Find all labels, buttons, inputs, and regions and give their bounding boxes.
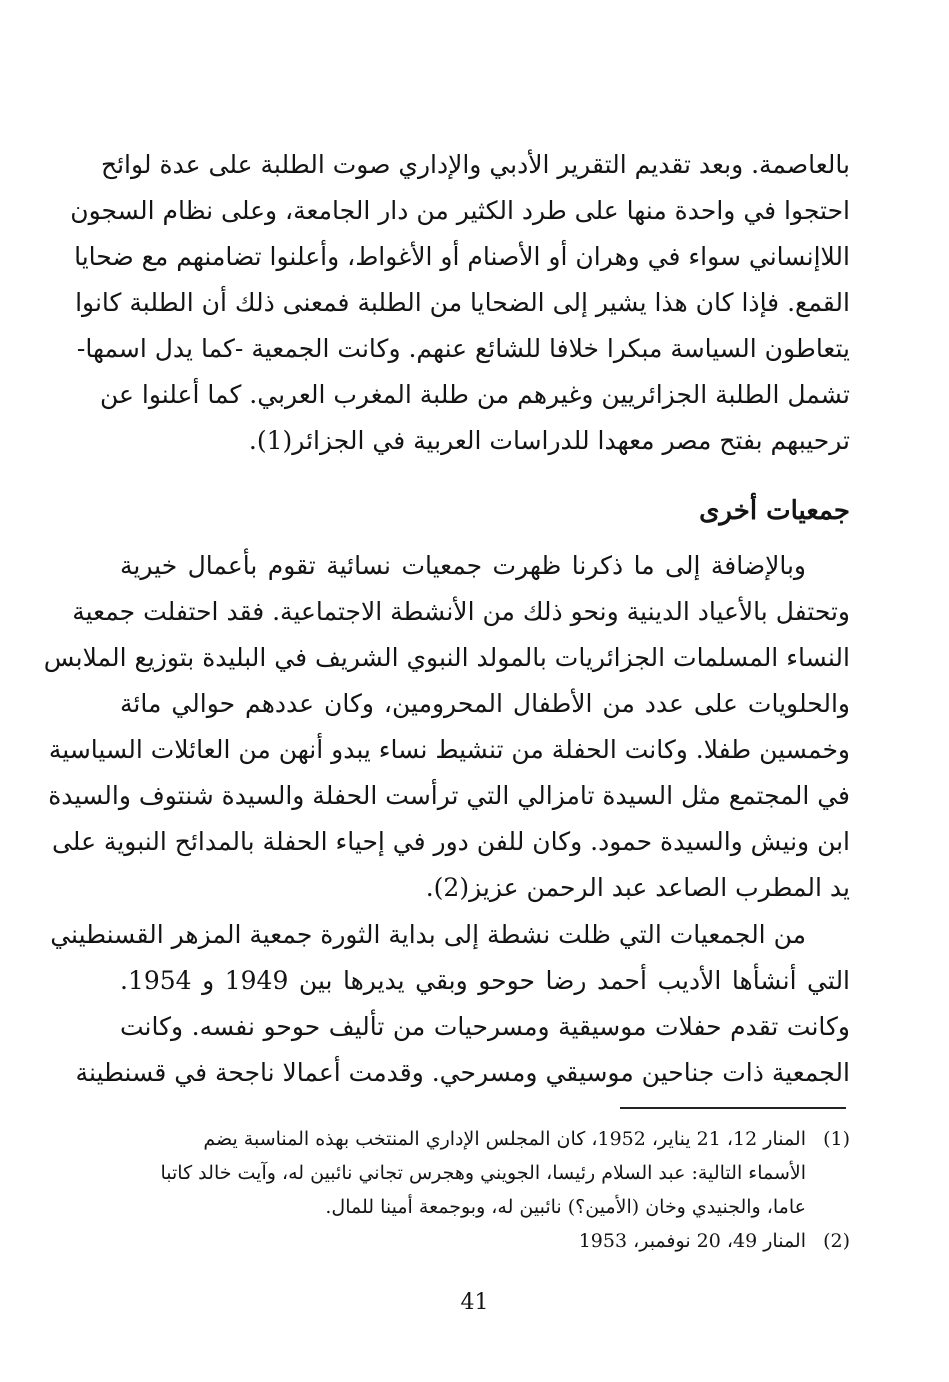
text-line: بالعاصمة. وبعد تقديم التقرير الأدبي والإداري صوت الطلبة على عدة لوائح — [100, 150, 850, 179]
text-line: ابن ونيش والسيدة حمود. وكان للفن دور في إحياء الحفلة بالمدائح النبوية على — [51, 827, 850, 856]
footnote-text: المنار 49، 20 نوفمبر، 1953 — [578, 1230, 806, 1252]
text-line: اللاإنساني سواء في وهران أو الأصنام أو الأغواط، وأعلنوا تضامنهم مع ضحايا — [74, 242, 850, 271]
text-line: ترحيبهم بفتح مصر معهدا للدراسات العربية في الجزائر(1). — [248, 426, 850, 455]
text-line: يتعاطون السياسة مبكرا خلافا للشائع عنهم. وكانت الجمعية -كما يدل اسمها- — [76, 334, 850, 363]
footnote-text: المنار 12، 21 يناير، 1952، كان المجلس الإداري المنتخب بهذه المناسبة يضم — [203, 1128, 806, 1150]
page-number: 41 — [460, 1290, 489, 1315]
text-line: وكانت تقدم حفلات موسيقية ومسرحيات من تأليف حوحو نفسه. وكانت — [120, 1012, 850, 1041]
text-line: وخمسين طفلا. وكانت الحفلة من تنشيط نساء يبدو أنهن من العائلات السياسية — [48, 735, 850, 764]
text-line: وتحتفل بالأعياد الدينية ونحو ذلك من الأنشطة الاجتماعية. فقد احتفلت جمعية — [72, 597, 850, 626]
text-line: التي أنشأها الأديب أحمد رضا حوحو وبقي يديرها بين 1949 و 1954. — [120, 966, 851, 995]
text-line: احتجوا في واحدة منها على طرد الكثير من دار الجامعة، وعلى نظام السجون — [70, 196, 850, 225]
paragraph-2 — [43, 543, 850, 911]
text-line: من الجمعيات التي ظلت نشطة إلى بداية الثورة جمعية المزهر القسنطيني — [50, 920, 806, 949]
text-line: في المجتمع مثل السيدة تامزالي التي ترأست الحفلة والسيدة شنتوف والسيدة — [48, 781, 850, 810]
text-line: يد المطرب الصاعد عبد الرحمن عزيز(2). — [425, 873, 850, 902]
text-line: الجمعية ذات جناحين موسيقي ومسرحي. وقدمت أعمالا ناجحة في قسنطينة — [75, 1058, 850, 1087]
text-line: النساء المسلمات الجزائريات بالمولد النبوي الشريف في البليدة بتوزيع الملابس — [43, 643, 850, 672]
footnote-divider — [620, 1107, 846, 1109]
footnotes — [120, 1122, 850, 1258]
text-line: تشمل الطلبة الجزائريين وغيرهم من طلبة المغرب العربي. كما أعلنوا عن — [99, 380, 850, 409]
paragraph-3 — [50, 912, 851, 1096]
text-line: والحلويات على عدد من الأطفال المحرومين، وكان عددهم حوالي مائة — [120, 689, 850, 718]
section-heading: جمعيات أخرى — [699, 496, 850, 526]
paragraph-1 — [70, 142, 850, 464]
footnote-number: (2) — [823, 1230, 850, 1252]
text-line: وبالإضافة إلى ما ذكرنا ظهرت جمعيات نسائية تقوم بأعمال خيرية — [120, 551, 806, 580]
footnote-text: عاما، والجنيدي وخان (الأمين؟) نائبين له، وبوجمعة أمينا للمال. — [325, 1196, 806, 1218]
text-line: القمع. فإذا كان هذا يشير إلى الضحايا من الطلبة فمعنى ذلك أن الطلبة كانوا — [75, 288, 850, 317]
footnote-text: الأسماء التالية: عبد السلام رئيسا، الجويني وهجرس تجاني نائبين له، وآيت خالد كاتبا — [160, 1162, 806, 1184]
footnote-1-line — [120, 1122, 850, 1156]
footnote-2-line — [120, 1224, 850, 1258]
footnote-number: (1) — [823, 1128, 850, 1150]
